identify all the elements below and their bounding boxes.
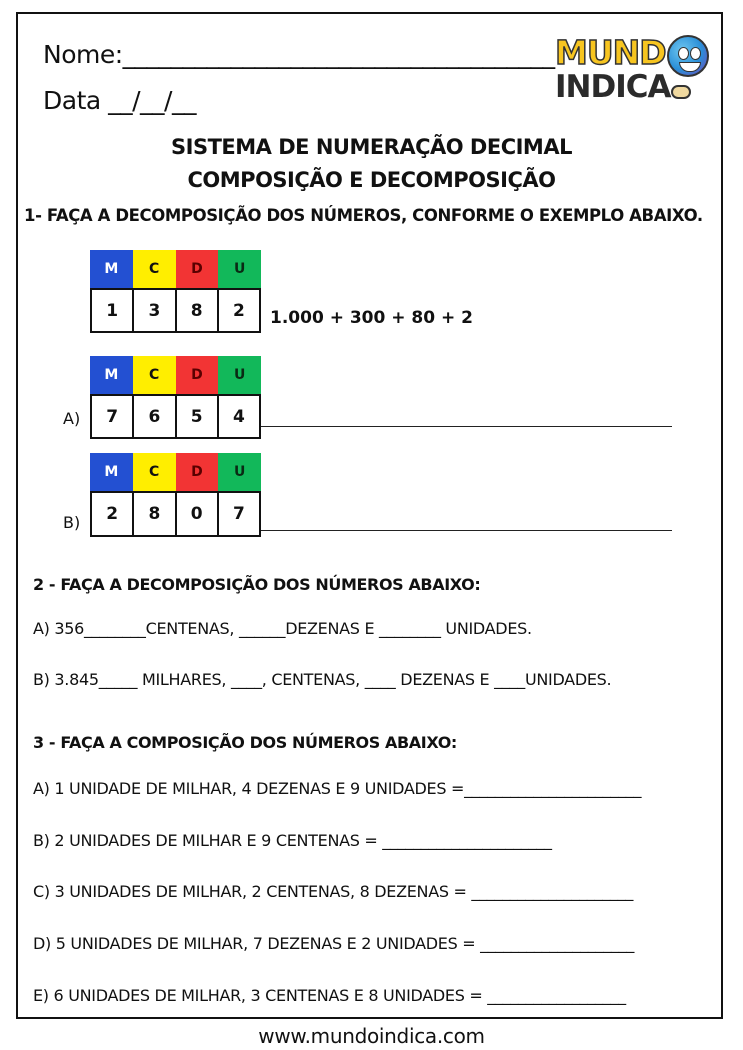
digit-cell: 4 xyxy=(232,406,245,427)
globe-mascot-icon xyxy=(667,35,709,77)
digit-cell: 8 xyxy=(177,290,219,331)
header-c: C xyxy=(133,250,176,288)
worksheet-title: SISTEMA DE NUMERAÇÃO DECIMAL xyxy=(171,135,572,159)
example-decomposition: 1.000 + 300 + 80 + 2 xyxy=(270,308,473,328)
mundo-indica-logo xyxy=(553,33,713,105)
item-a-label: A) xyxy=(63,409,81,428)
mascot-foot-icon xyxy=(671,85,691,99)
digit-cell: 1 xyxy=(92,290,134,331)
digit-cell: 7 xyxy=(232,504,245,524)
question-2-item-b[interactable]: B) 3.845_____ MILHARES, ____, CENTENAS, ____ DEZENAS E ____UNIDADES. xyxy=(33,670,612,689)
digit-cell: 2 xyxy=(232,300,245,321)
question-3-item-b[interactable]: B) 2 UNIDADES DE MILHAR E 9 CENTENAS = ______________________ xyxy=(33,831,552,850)
name-field-label: Nome:____________________________________ xyxy=(43,40,555,69)
question-3-item-e[interactable]: E) 6 UNIDADES DE MILHAR, 3 CENTENAS E 8 UNIDADES = __________________ xyxy=(33,986,626,1005)
digit-cell: 6 xyxy=(134,396,176,437)
question-2-prompt: 2 - FAÇA A DECOMPOSIÇÃO DOS NÚMEROS ABAIXO: xyxy=(33,575,481,594)
question-1-prompt: 1- FAÇA A DECOMPOSIÇÃO DOS NÚMEROS, CONFORME O EXEMPLO ABAIXO. xyxy=(24,206,703,225)
question-3-item-c[interactable]: C) 3 UNIDADES DE MILHAR, 2 CENTENAS, 8 DEZENAS = _____________________ xyxy=(33,882,634,901)
worksheet-subtitle: COMPOSIÇÃO E DECOMPOSIÇÃO xyxy=(187,168,556,192)
header-d: D xyxy=(176,250,219,288)
digit-row xyxy=(90,491,261,537)
place-value-table-b xyxy=(90,453,261,537)
header-u: U xyxy=(218,453,261,491)
digit-cell: 7 xyxy=(92,396,134,437)
footer-url[interactable]: www.mundoindica.com xyxy=(258,1024,485,1048)
place-value-header xyxy=(90,356,261,394)
header-d: D xyxy=(176,356,219,394)
header-c: C xyxy=(133,453,176,491)
header-c: C xyxy=(133,356,176,394)
digit-cell: 8 xyxy=(134,493,176,535)
item-b-label: B) xyxy=(63,513,81,532)
logo-text-indica: INDICA xyxy=(555,69,671,105)
place-value-table-example xyxy=(90,250,261,333)
digit-cell: 0 xyxy=(177,493,219,535)
place-value-header xyxy=(90,250,261,288)
question-2-item-a[interactable]: A) 356________CENTENAS, ______DEZENAS E ________ UNIDADES. xyxy=(33,619,532,638)
digit-row xyxy=(90,288,261,333)
answer-line-b[interactable] xyxy=(261,530,672,531)
digit-cell: 2 xyxy=(92,493,134,535)
question-3-prompt: 3 - FAÇA A COMPOSIÇÃO DOS NÚMEROS ABAIXO: xyxy=(33,733,457,752)
header-m: M xyxy=(90,250,133,288)
place-value-header xyxy=(90,453,261,491)
header-u: U xyxy=(218,250,261,288)
header-u: U xyxy=(218,356,261,394)
place-value-table-a xyxy=(90,356,261,439)
header-m: M xyxy=(90,356,133,394)
digit-cell: 5 xyxy=(177,396,219,437)
digit-cell: 3 xyxy=(134,290,176,331)
answer-line-a[interactable] xyxy=(261,426,672,427)
logo-text-mundo: MUND xyxy=(555,33,666,72)
question-3-item-d[interactable]: D) 5 UNIDADES DE MILHAR, 7 DEZENAS E 2 UNIDADES = ____________________ xyxy=(33,934,635,953)
date-field-label: Data __/__/__ xyxy=(43,86,196,115)
header-d: D xyxy=(176,453,219,491)
question-3-item-a[interactable]: A) 1 UNIDADE DE MILHAR, 4 DEZENAS E 9 UNIDADES =_______________________ xyxy=(33,779,642,798)
header-m: M xyxy=(90,453,133,491)
digit-row xyxy=(90,394,261,439)
